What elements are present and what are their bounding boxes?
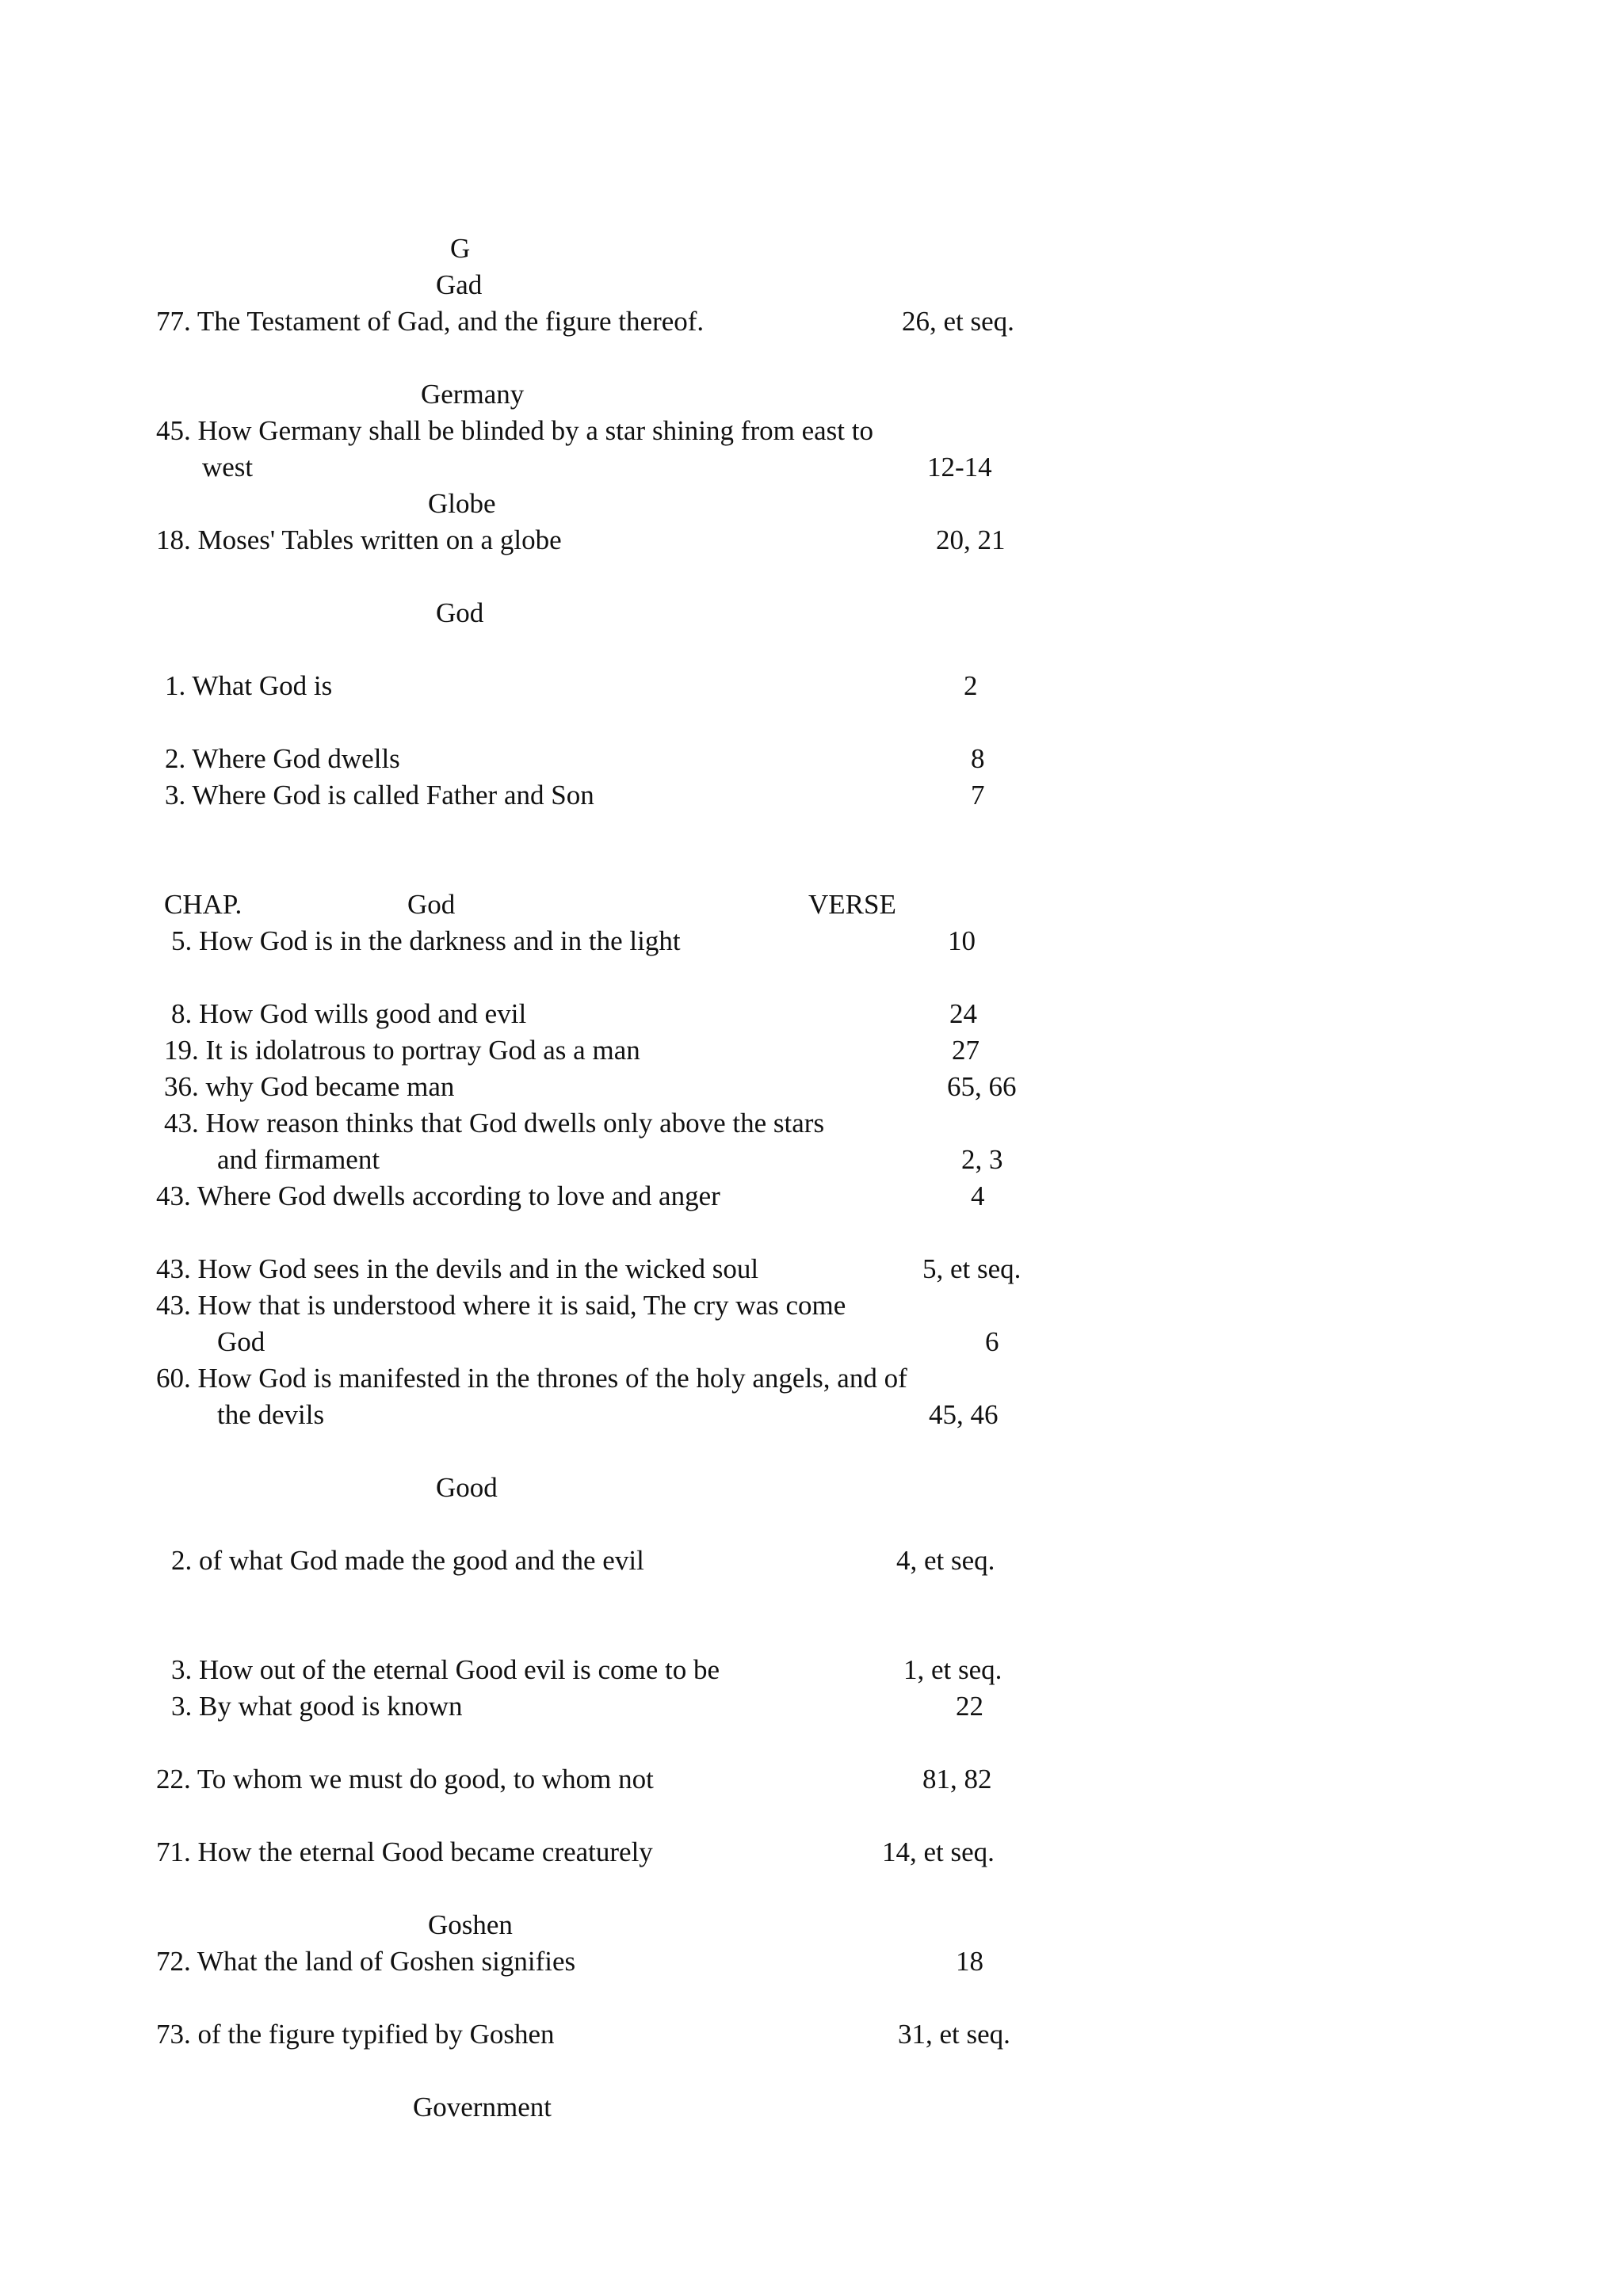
index-entry: 60. How God is manifested in the thrones of the holy angels, and of — [156, 1363, 907, 1394]
verse-reference: 6 — [985, 1326, 999, 1357]
entry-heading-good: Good — [436, 1472, 498, 1503]
index-entry: 43. How reason thinks that God dwells only above the stars — [164, 1108, 825, 1138]
column-header-chap: CHAP. — [164, 889, 242, 920]
index-entry: 2. of what God made the good and the evil — [171, 1545, 644, 1576]
verse-reference: 5, et seq. — [922, 1253, 1022, 1284]
index-entry: 8. How God wills good and evil — [171, 998, 527, 1029]
verse-reference: 81, 82 — [922, 1764, 992, 1794]
index-entry: 22. To whom we must do good, to whom not — [156, 1764, 654, 1794]
index-entry: 3. How out of the eternal Good evil is come to be — [171, 1654, 720, 1685]
index-entry: 5. How God is in the darkness and in the light — [171, 925, 681, 956]
verse-reference: 31, et seq. — [898, 2019, 1010, 2050]
verse-reference: 12-14 — [927, 452, 992, 482]
index-entry-continuation: west — [202, 452, 254, 482]
index-entry: 45. How Germany shall be blinded by a star shining from east to — [156, 415, 873, 446]
running-heading-god: God — [407, 889, 456, 920]
verse-reference: 65, 66 — [947, 1071, 1017, 1102]
entry-heading-god: God — [436, 597, 484, 628]
section-letter-heading: G — [450, 233, 471, 264]
index-entry: 77. The Testament of Gad, and the figure thereof. — [156, 306, 705, 337]
verse-reference: 8 — [971, 743, 985, 774]
index-entry: 71. How the eternal Good became creaturely — [156, 1836, 653, 1867]
index-entry: 73. of the figure typified by Goshen — [156, 2019, 555, 2050]
verse-reference: 24 — [949, 998, 977, 1029]
index-entry: 3. Where God is called Father and Son — [165, 780, 594, 810]
index-entry: 18. Moses' Tables written on a globe — [156, 524, 562, 555]
verse-reference: 27 — [952, 1035, 980, 1066]
verse-reference: 20, 21 — [936, 524, 1006, 555]
index-entry-continuation: God — [217, 1326, 265, 1357]
verse-reference: 26, et seq. — [902, 306, 1014, 337]
index-entry: 1. What God is — [165, 670, 333, 701]
index-entry: 19. It is idolatrous to portray God as a man — [164, 1035, 640, 1066]
column-header-verse: VERSE — [808, 889, 896, 920]
verse-reference: 22 — [956, 1691, 983, 1722]
entry-heading-germany: Germany — [421, 379, 525, 410]
verse-reference: 4 — [971, 1180, 985, 1211]
index-entry: 43. Where God dwells according to love and anger — [156, 1180, 720, 1211]
verse-reference: 14, et seq. — [882, 1836, 995, 1867]
entry-heading-gad: Gad — [436, 269, 483, 300]
verse-reference: 45, 46 — [929, 1399, 999, 1430]
index-entry: 3. By what good is known — [171, 1691, 463, 1722]
entry-heading-government: Government — [413, 2092, 552, 2122]
verse-reference: 18 — [956, 1946, 983, 1977]
entry-heading-goshen: Goshen — [428, 1909, 513, 1940]
index-entry: 36. why God became man — [164, 1071, 455, 1102]
index-entry: 72. What the land of Goshen signifies — [156, 1946, 576, 1977]
verse-reference: 4, et seq. — [896, 1545, 995, 1576]
index-entry: 43. How that is understood where it is said, The cry was come — [156, 1290, 846, 1321]
entry-heading-globe: Globe — [428, 488, 496, 519]
index-entry: 2. Where God dwells — [165, 743, 400, 774]
verse-reference: 1, et seq. — [903, 1654, 1002, 1685]
verse-reference: 7 — [971, 780, 985, 810]
index-entry-continuation: the devils — [217, 1399, 325, 1430]
verse-reference: 10 — [948, 925, 976, 956]
index-entry-continuation: and firmament — [217, 1144, 380, 1175]
verse-reference: 2 — [964, 670, 978, 701]
index-entry: 43. How God sees in the devils and in the wicked soul — [156, 1253, 759, 1284]
verse-reference: 2, 3 — [961, 1144, 1003, 1175]
